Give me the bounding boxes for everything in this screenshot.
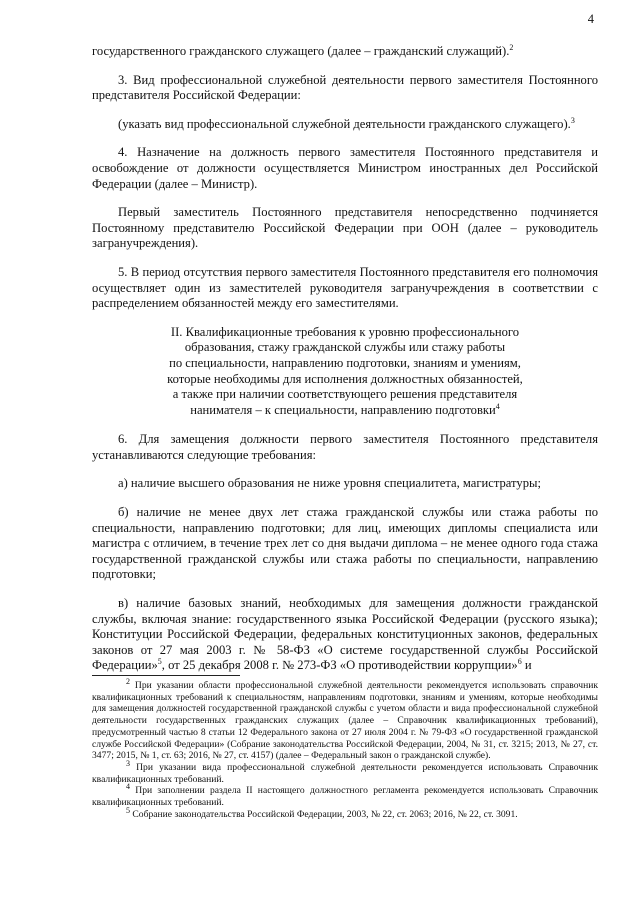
heading-line: которые необходимы для исполнения должностных обязанностей, [167, 371, 523, 386]
requirement-b [92, 505, 598, 583]
footnote-3 [92, 758, 598, 785]
heading-line [92, 403, 598, 419]
footnote-number: 4 [126, 782, 130, 792]
requirement-a [92, 476, 598, 492]
paragraph-text: и [521, 658, 532, 673]
paragraph-text: 4. Назначение на должность первого заместителя Постоянного представителя и освобождение от должности осуществляется Министром иностранных дел Российской Федерации (далее – Министр). [92, 145, 598, 191]
footnotes [92, 676, 598, 820]
footnote-text: Собрание законодательства Российской Федерации, 2003, № 22, ст. 2063; 2016, № 22, ст. 3091. [132, 808, 518, 820]
paragraph-4-subordination [92, 205, 598, 252]
requirement-v [92, 596, 598, 674]
heading-line: по специальности, направлению подготовки, знаниям и умениям, [169, 355, 521, 370]
footnote-5 [92, 805, 598, 821]
footnote-text: При заполнении раздела II настоящего должностного регламента рекомендуется использовать Справочник квалификационных требований. [92, 785, 598, 809]
paragraph-text: а) наличие высшего образования не ниже уровня специалитета, магистратуры; [118, 476, 541, 491]
footnote-separator [92, 675, 240, 676]
footnote-2 [92, 676, 598, 762]
footnote-ref: 2 [509, 42, 514, 52]
page-number: 4 [587, 12, 594, 26]
paragraph-text: Первый заместитель Постоянного представителя непосредственно подчиняется Постоянному представителю Российской Федерации при ООН (далее – руководитель загранучреждения). [92, 205, 598, 251]
paragraph-3 [92, 73, 598, 104]
paragraph-5 [92, 265, 598, 312]
footnote-4 [92, 782, 598, 809]
footnote-text: При указании области профессиональной служебной деятельности рекомендуется использовать справочник квалификационных требований к специальностям, направлениям подготовки, знаниям и умениям, которые необходимы для замещения должностей государственной гражданской службы с учетом области и вида профессиональной служебной деятельности государственных гражданских служащих (далее – Справочник квалификационных требований), предусмотренный частью 8 статьи 12 Федерального закона от 27 июля 2004 г. № 79-ФЗ «О государственной гражданской службе Российской Федерации» (Собрание законодательства Российской Федерации, 2004, № 31, ст. 3215; 2013, № 27, ст. 3477; 2015, № 1, ст. 63; 2016, № 27, ст. 4157) (далее – Федеральный закон о гражданской службе). [92, 680, 598, 762]
heading-line: образования, стажу гражданской службы или стажу работы [184, 340, 506, 355]
paragraph-text: б) наличие не менее двух лет стажа гражданской службы или стажа работы по специальности, направлению подготовки; для лиц, имеющих дипломы специалиста или магистра с отличием, в течение трех лет со дня выдачи диплома – не менее одного года стажа государственной гражданской службы или стажа работы по специальности, направлению подготовки; [92, 505, 598, 582]
footnote-ref: 5 [157, 657, 162, 667]
paragraph-text: , от 25 декабря 2008 г. № 273-ФЗ «О противодействии коррупции» [161, 658, 518, 673]
heading-line: II. Квалификационные требования к уровню профессионального [170, 324, 520, 339]
heading-line: а также при наличии соответствующего решения представителя [172, 387, 518, 402]
section-heading [92, 325, 598, 419]
paragraph-3-placeholder [92, 117, 598, 133]
paragraph-text: (указать вид профессиональной служебной деятельности гражданского служащего). [118, 116, 571, 131]
paragraph-continuation [92, 44, 598, 60]
footnote-number: 3 [126, 758, 130, 768]
footnote-text: При указании вида профессиональной служебной деятельности рекомендуется использовать Справочник квалификационных требований. [92, 761, 598, 785]
heading-line-text: нанимателя – к специальности, направлению подготовки [190, 402, 496, 417]
paragraph-text: 3. Вид профессиональной служебной деятельности первого заместителя Постоянного представителя Российской Федерации: [92, 72, 598, 103]
footnote-number: 5 [126, 805, 130, 815]
footnote-ref: 6 [517, 657, 522, 667]
footnote-ref: 4 [495, 401, 500, 411]
paragraph-text: 6. Для замещения должности первого заместителя Постоянного представителя устанавливаются следующие требования: [92, 432, 598, 462]
paragraph-text: в) наличие базовых знаний, необходимых для замещения должности гражданской службы, включая знание: государственного языка Российской Федерации (русского языка); Конституции Российской Федерации, федеральных конституционных законов, федеральных законов от 27 мая 2003 г. № 58-ФЗ «О системе государственной службы Российской Федерации» [92, 596, 598, 673]
paragraph-text: 5. В период отсутствия первого заместителя Постоянного представителя его полномочия осуществляет один из заместителей руководителя загранучреждения в соответствии с распределением обязанностей между его заместителями. [92, 264, 598, 311]
document-body [92, 44, 598, 687]
footnote-ref: 3 [570, 115, 575, 125]
footnote-number: 2 [126, 676, 130, 686]
paragraph-text: государственного гражданского служащего (далее – гражданский служащий). [92, 44, 510, 58]
paragraph-4 [92, 145, 598, 192]
paragraph-6 [92, 432, 598, 463]
